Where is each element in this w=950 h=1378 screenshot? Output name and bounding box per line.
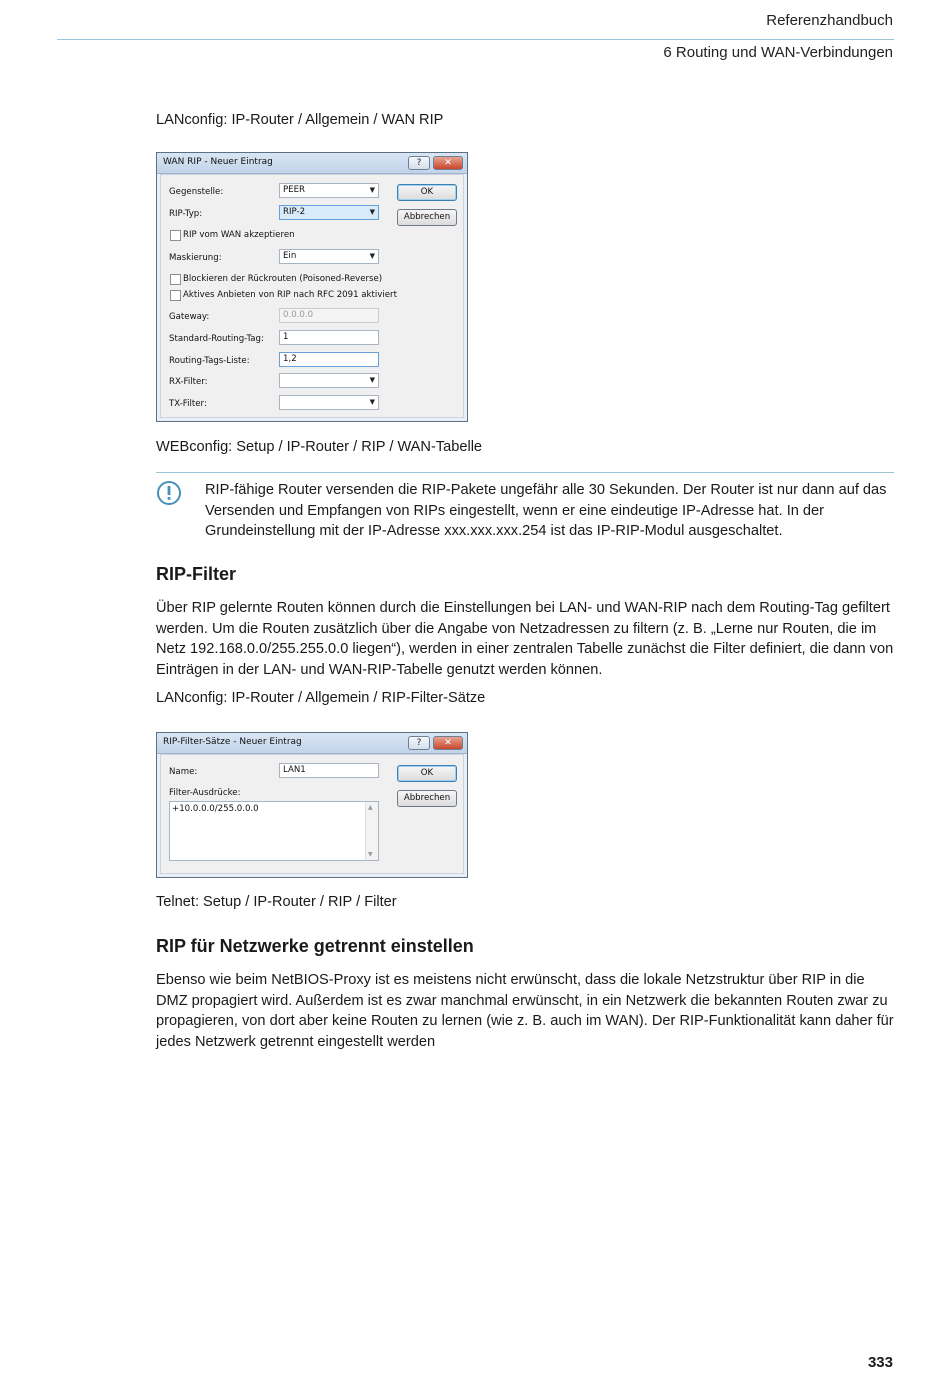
header-rule bbox=[57, 39, 894, 40]
mask-label: Maskierung: bbox=[169, 253, 222, 263]
heading-rip-filter: RIP-Filter bbox=[156, 564, 237, 584]
accept-wan-label: RIP vom WAN akzeptieren bbox=[183, 230, 295, 240]
poison-checkbox[interactable] bbox=[170, 274, 181, 285]
dialog-title: WAN RIP - Neuer Eintrag bbox=[163, 157, 273, 167]
wan-rip-dialog bbox=[156, 152, 468, 422]
gegenstelle-label: Gegenstelle: bbox=[169, 187, 224, 197]
heading-rip-networks: RIP für Netzwerke getrennt einstellen bbox=[156, 936, 474, 956]
rfc-label: Aktives Anbieten von RIP nach RFC 2091 aktiviert bbox=[183, 290, 397, 300]
ok-button[interactable]: OK bbox=[397, 765, 457, 782]
help-button[interactable]: ? bbox=[408, 736, 430, 750]
name-label: Name: bbox=[169, 767, 198, 777]
riptyp-select[interactable] bbox=[279, 205, 379, 220]
close-button[interactable]: ✕ bbox=[433, 156, 463, 170]
scrollbar[interactable] bbox=[365, 802, 378, 860]
rtag-label: Standard-Routing-Tag: bbox=[169, 334, 264, 344]
gateway-input[interactable]: 0.0.0.0 bbox=[279, 308, 379, 323]
chevron-down-icon: ▼ bbox=[369, 186, 375, 194]
filter-textarea[interactable] bbox=[169, 801, 379, 861]
chevron-down-icon: ▼ bbox=[369, 376, 375, 384]
rtag-input[interactable]: 1 bbox=[279, 330, 379, 345]
cancel-button[interactable]: Abbrechen bbox=[397, 209, 457, 226]
caption-lanconfig-filter: LANconfig: IP-Router / Allgemein / RIP-Filter-Sätze bbox=[156, 690, 486, 706]
dialog-title: RIP-Filter-Sätze - Neuer Eintrag bbox=[163, 737, 302, 747]
dialog-titlebar bbox=[157, 153, 467, 174]
header-chapter: 6 Routing und WAN-Verbindungen bbox=[663, 44, 893, 61]
chevron-down-icon: ▼ bbox=[369, 398, 375, 406]
chevron-down-icon: ▼ bbox=[369, 252, 375, 260]
rx-select[interactable] bbox=[279, 373, 379, 388]
page-number: 333 bbox=[867, 1354, 893, 1371]
rip-networks-body: Ebenso wie beim NetBIOS-Proxy ist es meistens nicht erwünscht, dass die lokale Netzstruktur über RIP in die DMZ propagiert wird. Außerdem ist es zwar manchmal erwünscht, in ein Netzwerk die bekannten Routen zwar zu propagieren, von dort aber keine Routen zu lernen (wie z. B. auch im WAN). Der RIP-Funktionalität kann daher für jedes Netzwerk getrennt eingestellt werden bbox=[156, 972, 894, 1050]
accept-wan-checkbox[interactable] bbox=[170, 230, 181, 241]
gegenstelle-value: PEER bbox=[283, 185, 306, 195]
poison-label: Blockieren der Rückrouten (Poisoned-Reverse) bbox=[183, 274, 383, 284]
riptyp-value: RIP-2 bbox=[283, 207, 306, 217]
mask-value: Ein bbox=[283, 251, 297, 261]
filter-value: +10.0.0.0/255.0.0.0 bbox=[172, 804, 259, 814]
help-button[interactable]: ? bbox=[408, 156, 430, 170]
caption-webconfig-wan: WEBconfig: Setup / IP-Router / RIP / WAN-Tabelle bbox=[156, 439, 483, 455]
rtags-label: Routing-Tags-Liste: bbox=[169, 356, 250, 366]
filter-label: Filter-Ausdrücke: bbox=[169, 788, 241, 798]
gegenstelle-select[interactable] bbox=[279, 183, 379, 198]
riptyp-label: RIP-Typ: bbox=[169, 209, 203, 219]
exclamation-circle-icon bbox=[156, 480, 182, 506]
caption-lanconfig-wan-rip: LANconfig: IP-Router / Allgemein / WAN RIP bbox=[156, 112, 444, 128]
cancel-button[interactable]: Abbrechen bbox=[397, 790, 457, 807]
rip-filter-dialog bbox=[156, 732, 468, 878]
gateway-label: Gateway: bbox=[169, 312, 210, 322]
tx-label: TX-Filter: bbox=[169, 399, 207, 409]
close-button[interactable]: ✕ bbox=[433, 736, 463, 750]
caption-telnet-filter: Telnet: Setup / IP-Router / RIP / Filter bbox=[156, 894, 397, 910]
name-input[interactable]: LAN1 bbox=[279, 763, 379, 778]
ok-button[interactable]: OK bbox=[397, 184, 457, 201]
header-title: Referenzhandbuch bbox=[766, 12, 893, 29]
tx-select[interactable] bbox=[279, 395, 379, 410]
dialog-titlebar bbox=[157, 733, 467, 754]
note-text: RIP-fähige Router versenden die RIP-Pakete ungefähr alle 30 Sekunden. Der Router ist nur dann auf das Versenden und Empfangen von RIPs eingestellt, wenn er eine eindeutige IP-Adresse hat. In der Grundeinstellung mit der IP-Adresse xxx.xxx.xxx.254 ist das IP-RIP-Modul ausgeschaltet. bbox=[205, 482, 887, 539]
rfc-checkbox[interactable] bbox=[170, 290, 181, 301]
dialog-body bbox=[160, 754, 464, 874]
mask-select[interactable] bbox=[279, 249, 379, 264]
dialog-body bbox=[160, 174, 464, 418]
scroll-up-icon[interactable]: ▲ bbox=[368, 804, 373, 811]
chevron-down-icon: ▼ bbox=[369, 208, 375, 216]
rx-label: RX-Filter: bbox=[169, 377, 208, 387]
rtags-input[interactable]: 1,2 bbox=[279, 352, 379, 367]
scroll-down-icon[interactable]: ▼ bbox=[368, 851, 373, 858]
note-rule bbox=[156, 472, 894, 473]
rip-filter-body: Über RIP gelernte Routen können durch die Einstellungen bei LAN- und WAN-RIP nach dem Routing-Tag gefiltert werden. Um die Routen zusätzlich über die Angabe von Netzadressen zu filtern (z. B. „Lerne nur Routen, die im Netz 192.168.0.0/255.255.0.0 liegen“), werden in einer zentralen Tabelle zunächst die Filter definiert, die dann von Einträgen in der LAN- und WAN-RIP-Tabelle genutzt werden können. bbox=[156, 600, 894, 678]
